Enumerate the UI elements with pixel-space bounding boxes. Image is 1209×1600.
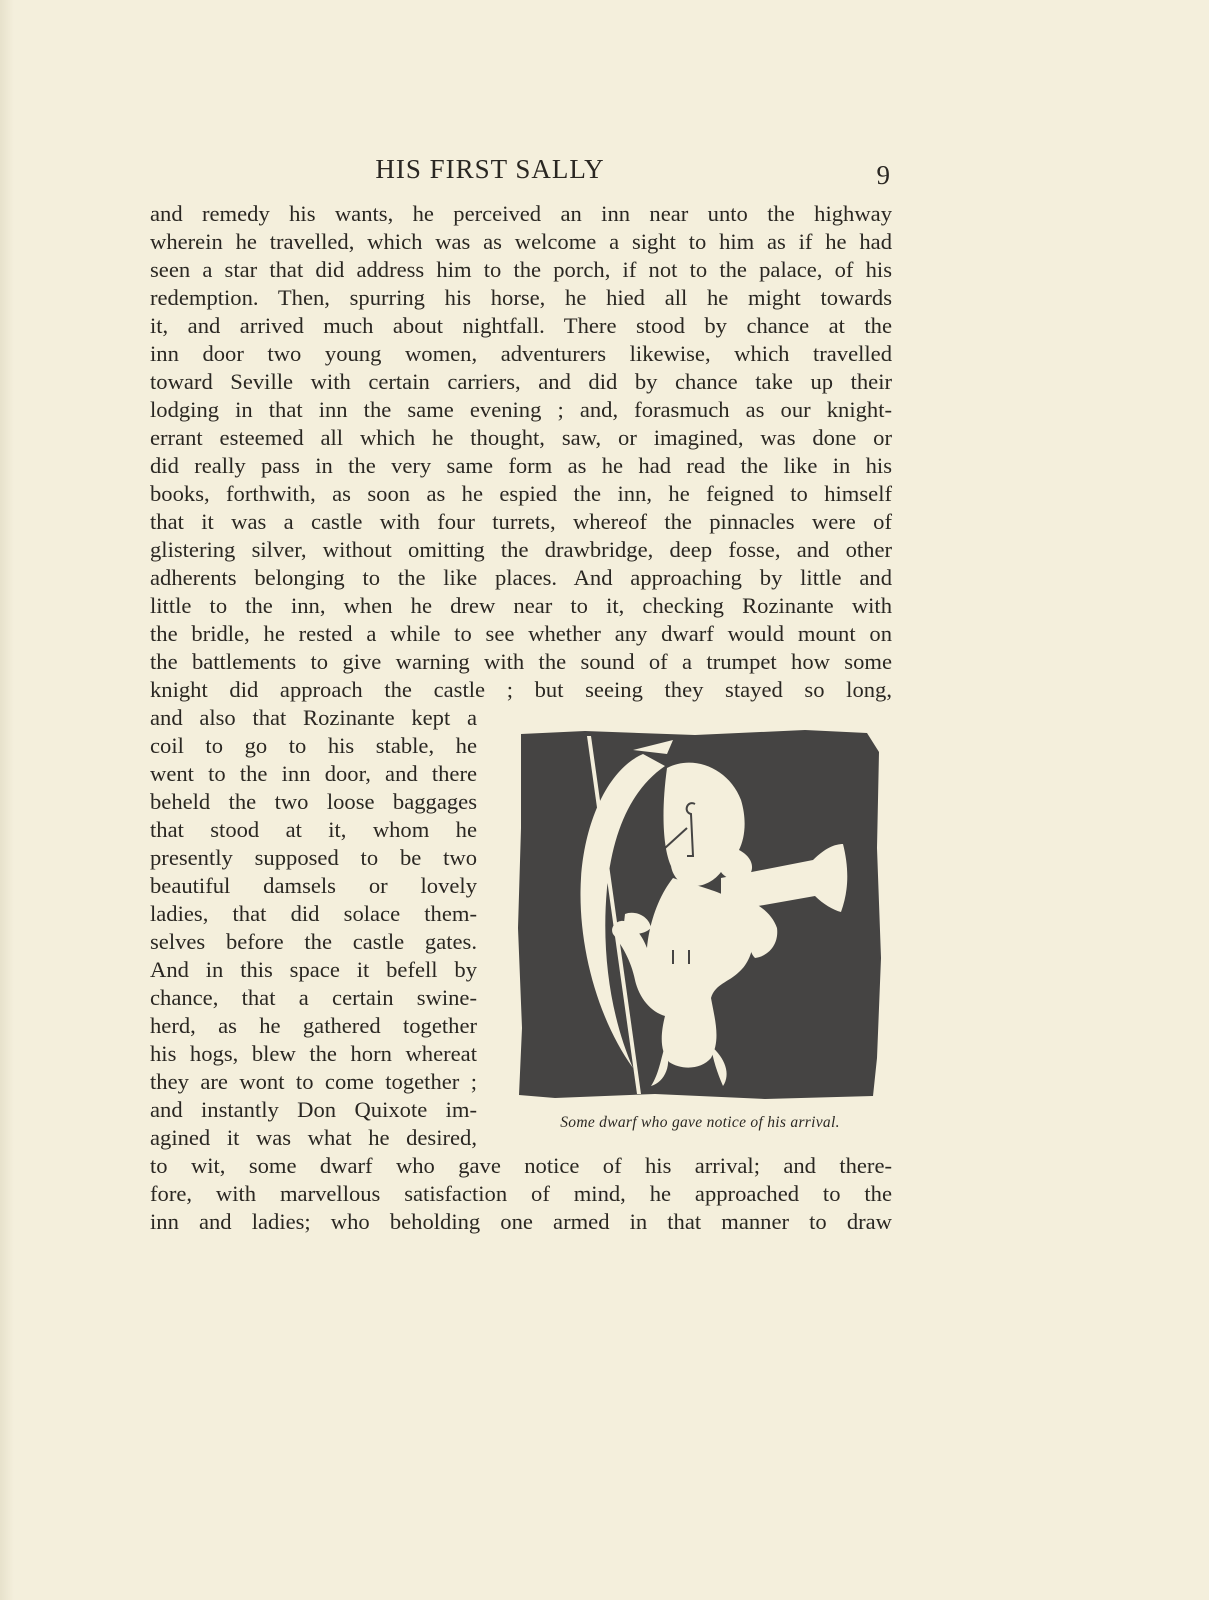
body-line: ladies, that did solace them-	[150, 901, 477, 926]
body-line: presently supposed to be two	[150, 845, 477, 870]
body-line: and remedy his wants, he perceived an inn near unto the highway	[150, 201, 892, 226]
body-line: and instantly Don Quixote im-	[150, 1097, 477, 1122]
body-line: chance, that a certain swine-	[150, 985, 477, 1010]
body-line: wherein he travelled, which was as welcome a sight to him as if he had	[150, 229, 892, 254]
dwarf-silhouette-svg	[515, 728, 884, 1101]
body-line: inn and ladies; who beholding one armed in that manner to draw	[150, 1209, 892, 1234]
body-line: that stood at it, whom he	[150, 817, 477, 842]
body-line: beautiful damsels or lovely	[150, 873, 477, 898]
body-line: they are wont to come together ;	[150, 1069, 477, 1094]
body-line: the bridle, he rested a while to see whether any dwarf would mount on	[150, 621, 892, 646]
body-line: knight did approach the castle ; but seeing they stayed so long,	[150, 677, 892, 702]
body-line: went to the inn door, and there	[150, 761, 477, 786]
body-line: lodging in that inn the same evening ; and, forasmuch as our knight-	[150, 397, 892, 422]
body-line: little to the inn, when he drew near to it, checking Rozinante with	[150, 593, 892, 618]
body-line: toward Seville with certain carriers, and did by chance take up their	[150, 369, 892, 394]
body-line: fore, with marvellous satisfaction of mind, he approached to the	[150, 1181, 892, 1206]
body-line: and also that Rozinante kept a	[150, 705, 477, 730]
dwarf-illustration	[515, 728, 884, 1101]
body-line: redemption. Then, spurring his horse, he hied all he might towards	[150, 285, 892, 310]
body-line: errant esteemed all which he thought, saw, or imagined, was done or	[150, 425, 892, 450]
body-line: selves before the castle gates.	[150, 929, 477, 954]
body-line: herd, as he gathered together	[150, 1013, 477, 1038]
body-line: coil to go to his stable, he	[150, 733, 477, 758]
illustration-caption: Some dwarf who gave notice of his arrival.	[560, 1114, 840, 1131]
body-line: his hogs, blew the horn whereat	[150, 1041, 477, 1066]
body-line: the battlements to give warning with the sound of a trumpet how some	[150, 649, 892, 674]
running-title: HIS FIRST SALLY	[375, 154, 605, 184]
body-line: agined it was what he desired,	[150, 1125, 477, 1150]
body-line: glistering silver, without omitting the drawbridge, deep fosse, and other	[150, 537, 892, 562]
body-line: books, forthwith, as soon as he espied the inn, he feigned to himself	[150, 481, 892, 506]
body-line: inn door two young women, adventurers likewise, which travelled	[150, 341, 892, 366]
body-line: adherents belonging to the like places. And approaching by little and	[150, 565, 892, 590]
body-line: to wit, some dwarf who gave notice of his arrival; and there-	[150, 1153, 892, 1178]
running-head	[150, 150, 892, 190]
body-line: it, and arrived much about nightfall. There stood by chance at the	[150, 313, 892, 338]
body-line: beheld the two loose baggages	[150, 789, 477, 814]
body-line: And in this space it befell by	[150, 957, 477, 982]
body-line: did really pass in the very same form as he had read the like in his	[150, 453, 892, 478]
page-edge-shadow	[0, 0, 14, 1600]
page-number: 9	[876, 160, 890, 190]
body-line: seen a star that did address him to the porch, if not to the palace, of his	[150, 257, 892, 282]
body-line: that it was a castle with four turrets, whereof the pinnacles were of	[150, 509, 892, 534]
